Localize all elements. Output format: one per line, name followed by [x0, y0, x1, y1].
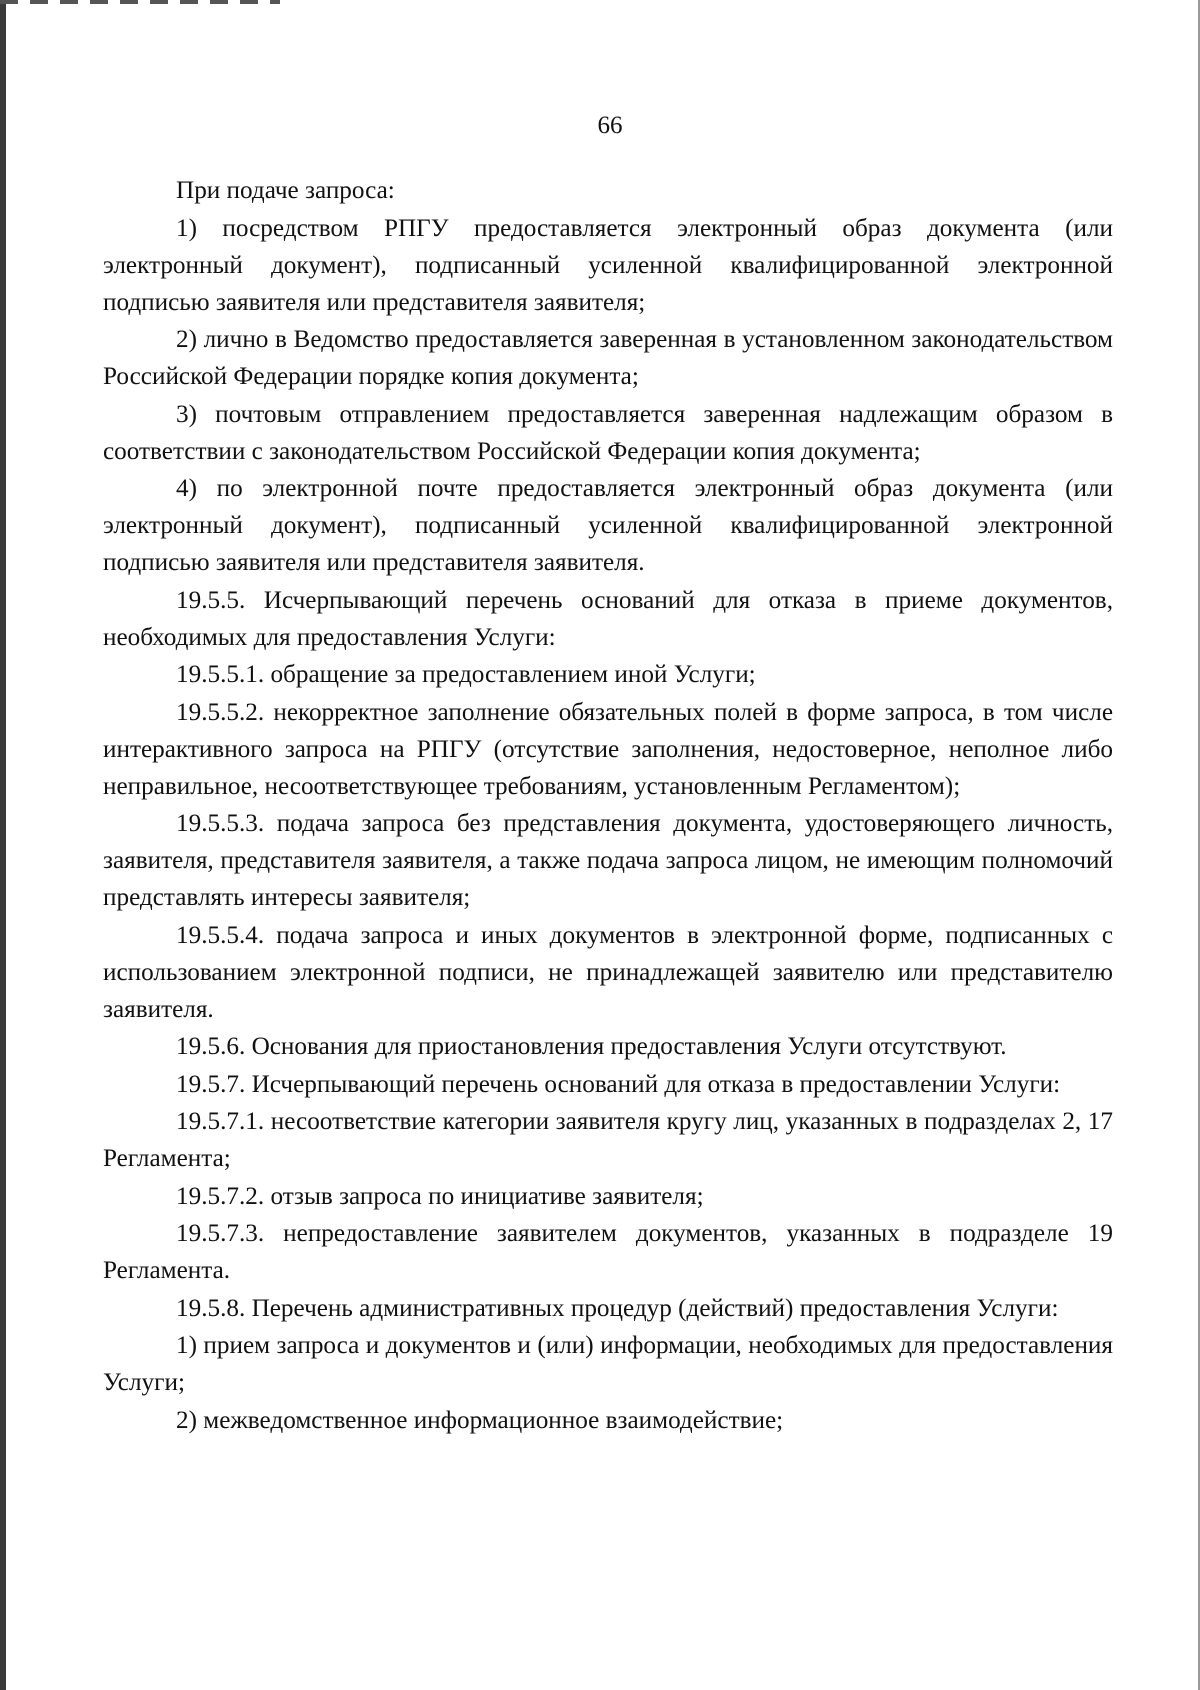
- paragraph-procedure-1: 1) прием запроса и документов и (или) информации, необходимых для предоставления Услуги;: [103, 1332, 1113, 1396]
- paragraph-19-5-7: 19.5.7. Исчерпывающий перечень оснований для отказа в предоставлении Услуги:: [176, 1070, 1061, 1098]
- paragraph-item-in-person: 2) лично в Ведомство предоставляется заверенная в установленном законодательством Российской Федерации порядке копия документа;: [103, 326, 1113, 390]
- paragraph-19-5-7-3: 19.5.7.3. непредоставление заявителем документов, указанных в подразделе 19 Регламента.: [103, 1220, 1113, 1284]
- paragraph-19-5-5-1: 19.5.5.1. обращение за предоставлением иной Услуги;: [176, 661, 756, 688]
- paragraph-19-5-5-2: 19.5.5.2. некорректное заполнение обязательных полей в форме запроса, в том числе интерактивного запроса на РПГУ (отсутствие заполнения, недостоверное, неполное либо неправильное, несоответствующее требованиям, установленным Регламентом);: [103, 698, 1113, 800]
- paragraph-19-5-5-3: 19.5.5.3. подача запроса без представления документа, удостоверяющего личность, заявителя, представителя заявителя, а также подача запроса лицом, не имеющим полномочий представлять интересы заявителя;: [103, 810, 1113, 911]
- scan-top-artifact: [0, 0, 280, 4]
- paragraph-item-rpgu: 1) посредством РПГУ предоставляется электронный образ документа (или электронный документ), подписанный усиленной квалифицированной электронной подписью заявителя или представителя заявителя;: [103, 214, 1113, 316]
- document-body: [103, 172, 1113, 1439]
- paragraph-item-postal: 3) почтовым отправлением предоставляется заверенная надлежащим образом в соответствии с законодательством Российской Федерации копия документа;: [103, 400, 1113, 465]
- scan-left-edge: [0, 0, 6, 1690]
- paragraph-19-5-6: 19.5.6. Основания для приостановления предоставления Услуги отсутствуют.: [176, 1033, 1007, 1060]
- page-number: 66: [597, 112, 623, 139]
- paragraph-item-email: 4) по электронной почте предоставляется электронный образ документа (или электронный документ), подписанный усиленной квалифицированной электронной подписью заявителя или представителя заявителя.: [103, 475, 1113, 576]
- paragraph-19-5-5-4: 19.5.5.4. подача запроса и иных документов в электронной форме, подписанных с использованием электронной подписи, не принадлежащей заявителю или представителю заявителя.: [103, 921, 1113, 1023]
- paragraph-19-5-8: 19.5.8. Перечень административных процедур (действий) предоставления Услуги:: [176, 1294, 1059, 1322]
- paragraph-submission-intro: При подаче запроса:: [176, 177, 395, 204]
- paragraph-procedure-2: 2) межведомственное информационное взаимодействие;: [176, 1406, 784, 1434]
- paragraph-19-5-7-2: 19.5.7.2. отзыв запроса по инициативе заявителя;: [176, 1182, 704, 1210]
- paragraph-19-5-7-1: 19.5.7.1. несоответствие категории заявителя кругу лиц, указанных в подразделах 2, 17 Регламента;: [103, 1108, 1113, 1172]
- paragraph-19-5-5: 19.5.5. Исчерпывающий перечень оснований для отказа в приеме документов, необходимых для предоставления Услуги:: [103, 586, 1113, 651]
